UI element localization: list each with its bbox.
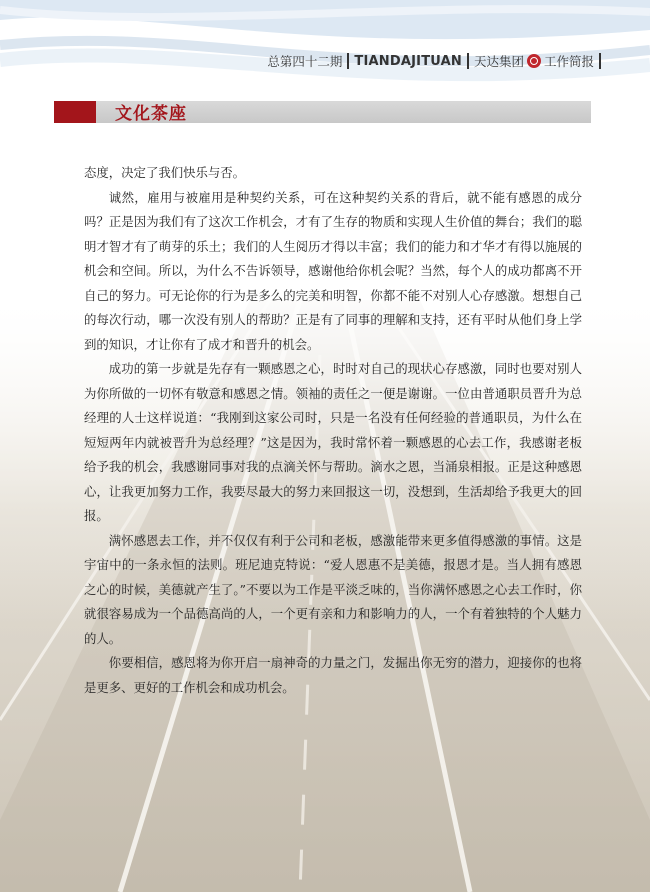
paragraph: 成功的第一步就是先存有一颗感恩之心，时时对自己的现状心存感激，同时也要对别人为你所做的一切怀有敬意和感恩之情。领袖的责任之一便是谢谢。一位由普通职员晋升为总经理的人士这样说道：“我刚到这家公司时，只是一名没有任何经验的普通职员，为什么在短短两年内就被晋升为总经理？”这是因为，我时常怀着一颗感恩的心去工作，我感谢老板给予我的机会，我感谢同事对我的点滴关怀与帮助。滴水之恩，当涌泉相报。正是这种感恩心，让我更加努力工作，我要尽最大的努力来回报这一切，没想到，生活却给予我更大的回报。 — [84, 361, 582, 523]
header-divider — [467, 53, 469, 69]
company-logo-icon — [527, 54, 541, 68]
paragraph: 诚然，雇用与被雇用是种契约关系，可在这种契约关系的背后，就不能有感恩的成分吗？正是因为我们有了这次工作机会，才有了生存的物质和实现人生价值的舞台；我们的聪明才智才有了萌芽的乐土；我们的人生阅历才得以丰富；我们的能力和才华才有得以施展的机会和空间。所以，为什么不告诉领导，感谢他给你机会呢？当然，每个人的成功都离不开自己的努力。可无论你的行为是多么的完美和明智，你都不能不对别人心存感激。想想自己的每次行动，哪一次没有别人的帮助？正是有了同事的理解和支持，还有平时从他们身上学到的知识，才让你有了成才和晋升的机会。 — [84, 189, 582, 352]
section-header-accent — [54, 101, 96, 123]
section-title: 文化茶座 — [115, 104, 187, 124]
header-divider — [347, 53, 349, 69]
brand-name-chinese: 天达集团 — [473, 54, 524, 69]
article-body — [84, 161, 582, 700]
publication-name: 工作简报 — [543, 54, 594, 69]
paragraph: 你要相信，感恩将为你开启一扇神奇的力量之门，发掘出你无穷的潜力，迎接你的也将是更多、更好的工作机会和成功机会。 — [84, 655, 582, 695]
header-divider — [599, 53, 601, 69]
page-header — [267, 52, 606, 70]
issue-number: 总第四十二期 — [267, 54, 343, 69]
header-wave-decoration — [0, 0, 650, 95]
paragraph: 满怀感恩去工作，并不仅仅有利于公司和老板，感激能带来更多值得感激的事情。这是宇宙中的一条永恒的法则。班尼迪克特说：“爱人恩惠不是美德，报恩才是。当人拥有感恩之心的时候，美德就产生了。”不要以为工作是平淡乏味的，当你满怀感恩之心去工作时，你就很容易成为一个品德高尚的人，一个更有亲和力和影响力的人，一个有着独特的个人魅力的人。 — [84, 532, 582, 646]
paragraph: 态度，决定了我们快乐与否。 — [84, 165, 246, 180]
brand-name-english: TIANDAJITUAN — [354, 53, 462, 69]
